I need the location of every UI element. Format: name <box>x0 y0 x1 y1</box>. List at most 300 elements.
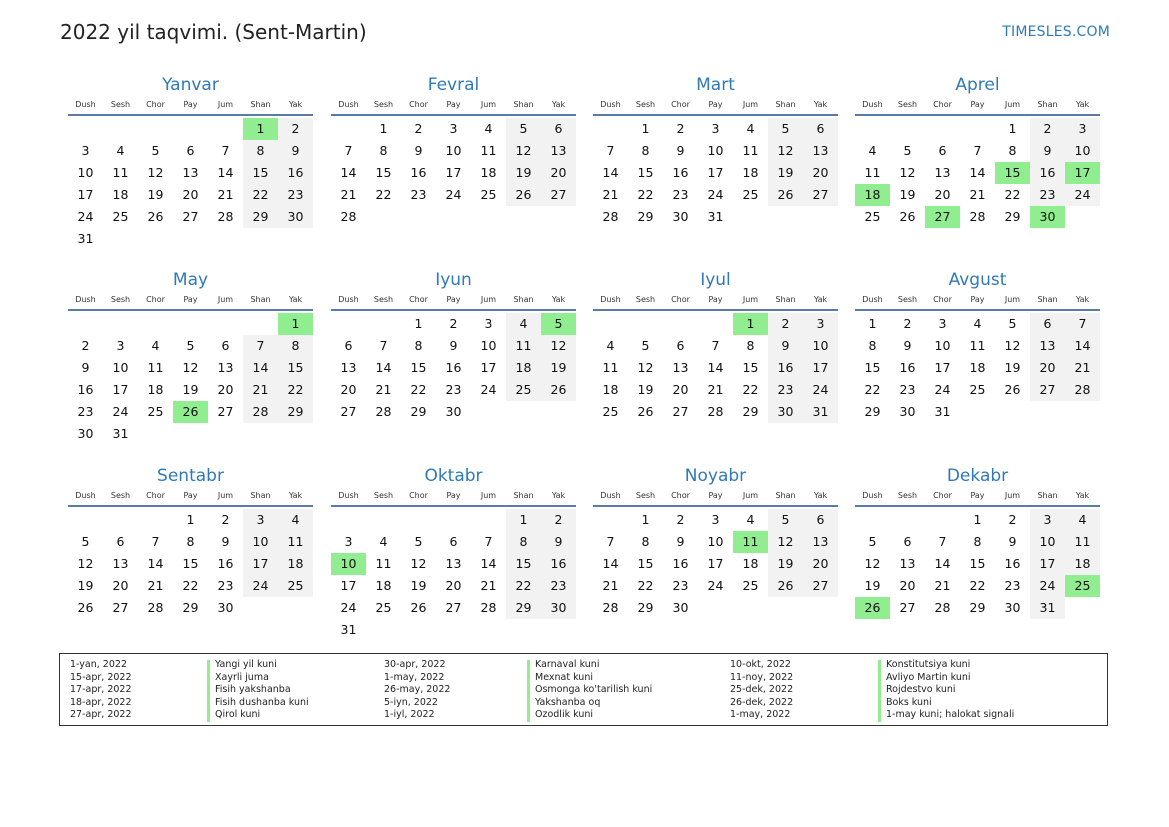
month-name: Mart <box>696 75 735 95</box>
day-cell: 2 <box>676 121 685 136</box>
day-cell: 15 <box>506 553 541 575</box>
day-cell: 16 <box>278 162 313 184</box>
day-cell: 9 <box>1030 140 1065 162</box>
weekday-label: Chor <box>146 491 165 500</box>
day-cell: 16 <box>899 360 916 375</box>
day-cell: 14 <box>147 556 164 571</box>
day-cell: 5 <box>151 143 160 158</box>
month-avgust <box>855 269 1100 423</box>
day-cell: 16 <box>1030 162 1065 184</box>
empty-cell <box>471 509 506 531</box>
day-grid <box>593 509 838 619</box>
holiday-day-cell: 1 <box>733 313 768 335</box>
weekday-header <box>593 293 838 311</box>
day-cell: 7 <box>606 534 615 549</box>
empty-cell <box>960 118 995 140</box>
legend-entry: Xayrli juma <box>215 671 269 683</box>
day-cell: 24 <box>707 578 724 593</box>
day-cell: 27 <box>112 600 129 615</box>
empty-cell <box>925 118 960 140</box>
day-cell: 12 <box>182 360 199 375</box>
day-cell: 10 <box>803 335 838 357</box>
day-cell: 12 <box>506 140 541 162</box>
legend-entry: 26-may, 2022 <box>384 684 451 695</box>
day-cell: 2 <box>541 509 576 531</box>
day-cell: 17 <box>445 165 462 180</box>
day-cell: 23 <box>278 184 313 206</box>
weekday-label: Pay <box>970 295 985 304</box>
empty-cell <box>243 313 278 335</box>
weekday-label: Jum <box>217 295 234 304</box>
day-cell: 26 <box>637 404 654 419</box>
day-cell: 10 <box>243 531 278 553</box>
month-iyul <box>593 269 838 423</box>
day-cell: 4 <box>868 143 877 158</box>
day-cell: 23 <box>672 578 689 593</box>
day-cell: 16 <box>541 553 576 575</box>
day-cell: 21 <box>480 578 497 593</box>
weekday-label: Pay <box>446 295 461 304</box>
weekday-label: Shan <box>250 100 271 109</box>
day-cell: 3 <box>711 121 720 136</box>
weekday-label: Shan <box>775 100 796 109</box>
weekday-header <box>855 293 1100 311</box>
weekday-label: Sesh <box>373 100 394 109</box>
weekday-label: Sesh <box>110 100 131 109</box>
day-cell: 17 <box>480 360 497 375</box>
day-cell: 31 <box>340 622 357 637</box>
day-cell: 13 <box>899 556 916 571</box>
day-cell: 2 <box>903 316 912 331</box>
brand-link[interactable]: TIMESLES.COM <box>1002 24 1110 40</box>
day-cell: 15 <box>410 360 427 375</box>
legend-entry: 1-may kuni; halokat signali <box>886 709 1015 720</box>
day-cell: 29 <box>182 600 199 615</box>
day-cell: 16 <box>77 382 94 397</box>
weekday-header <box>68 98 313 116</box>
weekday-label: Chor <box>409 295 428 304</box>
day-cell: 6 <box>116 534 125 549</box>
day-cell: 19 <box>506 162 541 184</box>
holiday-legend <box>59 653 1108 726</box>
day-cell: 21 <box>147 578 164 593</box>
day-cell: 17 <box>934 360 951 375</box>
month-name: Aprel <box>955 75 1000 95</box>
day-cell: 31 <box>77 231 94 246</box>
weekday-label: Pay <box>708 491 723 500</box>
day-cell: 15 <box>742 360 759 375</box>
day-cell: 3 <box>711 512 720 527</box>
holiday-day-cell: 26 <box>173 401 208 423</box>
day-cell: 12 <box>147 165 164 180</box>
weekday-label: Chor <box>671 295 690 304</box>
weekday-label: Dush <box>862 491 883 500</box>
day-cell: 24 <box>112 404 129 419</box>
month-name: Fevral <box>427 75 480 95</box>
day-cell: 13 <box>672 360 689 375</box>
day-cell: 2 <box>768 313 803 335</box>
day-cell: 6 <box>1030 313 1065 335</box>
day-cell: 16 <box>768 357 803 379</box>
weekday-label: Jum <box>480 100 497 109</box>
day-cell: 4 <box>973 316 982 331</box>
legend-names-1 <box>215 659 309 722</box>
weekday-label: Chor <box>671 100 690 109</box>
day-cell: 21 <box>375 382 392 397</box>
day-grid <box>593 118 838 228</box>
month-fevral <box>331 74 576 228</box>
weekday-label: Dush <box>862 295 883 304</box>
day-cell: 25 <box>506 379 541 401</box>
weekday-label: Dush <box>600 491 621 500</box>
day-cell: 18 <box>278 553 313 575</box>
day-cell: 19 <box>899 187 916 202</box>
weekday-header <box>68 293 313 311</box>
day-cell: 30 <box>672 600 689 615</box>
legend-entry: Fisih yakshanba <box>215 684 291 695</box>
day-cell: 21 <box>217 187 234 202</box>
day-cell: 20 <box>1030 357 1065 379</box>
legend-entry: Boks kuni <box>886 696 932 708</box>
day-cell: 12 <box>637 360 654 375</box>
day-cell: 25 <box>375 600 392 615</box>
weekday-label: Chor <box>409 491 428 500</box>
day-cell: 4 <box>746 121 755 136</box>
day-cell: 4 <box>151 338 160 353</box>
day-cell: 8 <box>414 338 423 353</box>
legend-entry: 11-noy, 2022 <box>730 671 794 683</box>
day-cell: 14 <box>602 165 619 180</box>
day-cell: 10 <box>707 534 724 549</box>
day-cell: 11 <box>969 338 986 353</box>
legend-entry: 1-yan, 2022 <box>70 659 127 670</box>
day-cell: 17 <box>707 165 724 180</box>
day-cell: 26 <box>410 600 427 615</box>
day-cell: 4 <box>484 121 493 136</box>
day-cell: 10 <box>480 338 497 353</box>
day-cell: 13 <box>803 531 838 553</box>
day-cell: 22 <box>182 578 199 593</box>
day-cell: 24 <box>1065 184 1100 206</box>
day-grid <box>855 313 1100 423</box>
month-aprel <box>855 74 1100 228</box>
day-cell: 15 <box>637 556 654 571</box>
holiday-day-cell: 26 <box>855 597 890 619</box>
holiday-day-cell: 25 <box>1065 575 1100 597</box>
empty-cell <box>593 313 628 335</box>
day-cell: 12 <box>899 165 916 180</box>
day-cell: 9 <box>278 140 313 162</box>
day-cell: 6 <box>541 118 576 140</box>
day-cell: 18 <box>147 382 164 397</box>
day-cell: 18 <box>969 360 986 375</box>
day-cell: 19 <box>182 382 199 397</box>
day-cell: 30 <box>217 600 234 615</box>
day-cell: 31 <box>112 426 129 441</box>
day-cell: 28 <box>375 404 392 419</box>
weekday-label: Dush <box>338 100 359 109</box>
day-cell: 21 <box>934 578 951 593</box>
day-cell: 22 <box>375 187 392 202</box>
day-cell: 10 <box>1065 140 1100 162</box>
day-cell: 7 <box>484 534 493 549</box>
empty-cell <box>138 313 173 335</box>
day-cell: 19 <box>864 578 881 593</box>
day-cell: 3 <box>344 534 353 549</box>
weekday-label: Dush <box>75 295 96 304</box>
month-oktabr <box>331 465 576 641</box>
day-cell: 19 <box>410 578 427 593</box>
day-cell: 26 <box>506 184 541 206</box>
weekday-label: Sesh <box>897 491 918 500</box>
weekday-label: Yak <box>288 100 303 109</box>
day-cell: 26 <box>147 209 164 224</box>
day-cell: 25 <box>147 404 164 419</box>
legend-dates-2 <box>384 659 450 722</box>
day-cell: 15 <box>637 165 654 180</box>
weekday-label: Shan <box>775 295 796 304</box>
legend-entry: 30-apr, 2022 <box>384 659 446 670</box>
legend-entry: Qirol kuni <box>215 709 261 720</box>
day-cell: 26 <box>1004 382 1021 397</box>
day-cell: 11 <box>864 165 881 180</box>
day-cell: 30 <box>768 401 803 423</box>
day-cell: 8 <box>506 531 541 553</box>
weekday-label: Sesh <box>897 295 918 304</box>
day-cell: 8 <box>973 534 982 549</box>
weekday-label: Shan <box>1037 295 1058 304</box>
day-cell: 29 <box>243 206 278 228</box>
day-cell: 28 <box>934 600 951 615</box>
empty-cell <box>331 509 366 531</box>
legend-entry: 1-may, 2022 <box>384 671 445 683</box>
weekday-label: Shan <box>1037 491 1058 500</box>
weekday-label: Sesh <box>897 100 918 109</box>
day-cell: 1 <box>973 512 982 527</box>
empty-cell <box>593 509 628 531</box>
empty-cell <box>663 313 698 335</box>
weekday-label: Sesh <box>635 295 656 304</box>
day-cell: 28 <box>340 209 357 224</box>
day-cell: 11 <box>278 531 313 553</box>
day-cell: 13 <box>803 140 838 162</box>
day-cell: 6 <box>938 143 947 158</box>
day-cell: 23 <box>541 575 576 597</box>
day-cell: 17 <box>340 578 357 593</box>
day-cell: 24 <box>480 382 497 397</box>
day-cell: 31 <box>1030 597 1065 619</box>
day-cell: 18 <box>742 556 759 571</box>
holiday-day-cell: 27 <box>925 206 960 228</box>
day-cell: 2 <box>221 512 230 527</box>
day-grid <box>331 118 576 228</box>
day-cell: 24 <box>707 187 724 202</box>
day-cell: 23 <box>1004 578 1021 593</box>
day-cell: 11 <box>480 143 497 158</box>
legend-entry: 15-apr, 2022 <box>70 671 132 683</box>
day-cell: 13 <box>445 556 462 571</box>
day-cell: 24 <box>340 600 357 615</box>
month-name: May <box>172 270 209 290</box>
day-cell: 30 <box>541 597 576 619</box>
legend-names-3 <box>886 659 1014 722</box>
weekday-label: Dush <box>600 295 621 304</box>
day-cell: 14 <box>243 357 278 379</box>
day-cell: 18 <box>742 165 759 180</box>
legend-entry: Fisih dushanba kuni <box>215 696 309 708</box>
day-cell: 11 <box>147 360 164 375</box>
day-grid <box>855 509 1100 619</box>
month-name: Iyul <box>700 270 731 290</box>
weekday-label: Yak <box>551 100 566 109</box>
weekday-label: Yak <box>813 295 828 304</box>
weekday-label: Yak <box>288 295 303 304</box>
weekday-label: Dush <box>338 491 359 500</box>
month-mart <box>593 74 838 228</box>
weekday-label: Yak <box>1075 295 1090 304</box>
holiday-day-cell: 1 <box>243 118 278 140</box>
day-cell: 14 <box>480 556 497 571</box>
day-cell: 5 <box>81 534 90 549</box>
day-cell: 25 <box>602 404 619 419</box>
day-cell: 9 <box>449 338 458 353</box>
empty-cell <box>331 118 366 140</box>
day-cell: 21 <box>243 379 278 401</box>
month-name: Oktabr <box>424 466 483 486</box>
day-cell: 22 <box>637 187 654 202</box>
day-cell: 19 <box>768 553 803 575</box>
weekday-label: Chor <box>933 491 952 500</box>
day-cell: 16 <box>672 556 689 571</box>
day-cell: 25 <box>480 187 497 202</box>
empty-cell <box>890 118 925 140</box>
day-cell: 23 <box>445 382 462 397</box>
day-cell: 13 <box>934 165 951 180</box>
day-cell: 20 <box>541 162 576 184</box>
day-cell: 31 <box>934 404 951 419</box>
day-cell: 5 <box>768 509 803 531</box>
day-cell: 1 <box>641 512 650 527</box>
weekday-label: Dush <box>862 100 883 109</box>
weekday-label: Shan <box>775 491 796 500</box>
day-cell: 15 <box>182 556 199 571</box>
weekday-label: Jum <box>742 100 759 109</box>
legend-entry: 26-dek, 2022 <box>730 696 794 708</box>
legend-bar <box>207 660 210 722</box>
day-cell: 24 <box>77 209 94 224</box>
day-cell: 11 <box>375 556 392 571</box>
day-cell: 30 <box>278 206 313 228</box>
day-cell: 18 <box>480 165 497 180</box>
day-cell: 7 <box>221 143 230 158</box>
day-cell: 8 <box>278 335 313 357</box>
day-cell: 27 <box>803 184 838 206</box>
weekday-label: Yak <box>551 295 566 304</box>
day-cell: 8 <box>746 338 755 353</box>
day-cell: 7 <box>151 534 160 549</box>
day-cell: 25 <box>969 382 986 397</box>
empty-cell <box>366 509 401 531</box>
weekday-label: Shan <box>250 295 271 304</box>
day-cell: 2 <box>278 118 313 140</box>
day-cell: 3 <box>938 316 947 331</box>
day-cell: 23 <box>217 578 234 593</box>
month-yanvar <box>68 74 313 250</box>
day-cell: 6 <box>344 338 353 353</box>
weekday-label: Shan <box>1037 100 1058 109</box>
legend-entry: Karnaval kuni <box>535 659 600 670</box>
day-cell: 25 <box>278 575 313 597</box>
day-cell: 5 <box>186 338 195 353</box>
day-cell: 2 <box>81 338 90 353</box>
weekday-label: Yak <box>813 100 828 109</box>
weekday-label: Yak <box>813 491 828 500</box>
day-cell: 6 <box>449 534 458 549</box>
day-cell: 21 <box>707 382 724 397</box>
legend-entry: 25-dek, 2022 <box>730 684 794 695</box>
weekday-label: Sesh <box>373 491 394 500</box>
day-cell: 10 <box>1030 531 1065 553</box>
month-name: Dekabr <box>946 466 1009 486</box>
day-cell: 14 <box>340 165 357 180</box>
holiday-day-cell: 18 <box>855 184 890 206</box>
day-cell: 14 <box>217 165 234 180</box>
day-cell: 17 <box>243 553 278 575</box>
month-may <box>68 269 313 445</box>
day-cell: 1 <box>186 512 195 527</box>
day-cell: 14 <box>934 556 951 571</box>
empty-cell <box>173 313 208 335</box>
day-cell: 11 <box>1065 531 1100 553</box>
weekday-label: Yak <box>288 491 303 500</box>
day-cell: 7 <box>606 143 615 158</box>
day-cell: 19 <box>77 578 94 593</box>
day-cell: 16 <box>217 556 234 571</box>
day-cell: 27 <box>445 600 462 615</box>
weekday-label: Shan <box>513 491 534 500</box>
empty-cell <box>68 313 103 335</box>
weekday-label: Pay <box>446 100 461 109</box>
weekday-header <box>855 489 1100 507</box>
weekday-label: Chor <box>933 295 952 304</box>
day-cell: 28 <box>1065 379 1100 401</box>
day-cell: 4 <box>379 534 388 549</box>
day-cell: 4 <box>1065 509 1100 531</box>
weekday-label: Pay <box>446 491 461 500</box>
legend-entry: Ozodlik kuni <box>535 709 593 720</box>
day-cell: 13 <box>112 556 129 571</box>
weekday-label: Jum <box>1004 100 1021 109</box>
day-cell: 13 <box>182 165 199 180</box>
day-cell: 15 <box>864 360 881 375</box>
day-cell: 7 <box>973 143 982 158</box>
day-cell: 23 <box>1030 184 1065 206</box>
day-cell: 25 <box>742 578 759 593</box>
month-name: Iyun <box>435 270 472 290</box>
day-cell: 3 <box>803 313 838 335</box>
weekday-label: Dush <box>75 100 96 109</box>
day-grid <box>68 509 313 619</box>
day-cell: 26 <box>768 575 803 597</box>
weekday-label: Sesh <box>635 100 656 109</box>
day-cell: 27 <box>340 404 357 419</box>
weekday-label: Dush <box>75 491 96 500</box>
legend-entry: Rojdestvo kuni <box>886 684 956 695</box>
day-cell: 16 <box>672 165 689 180</box>
day-cell: 20 <box>112 578 129 593</box>
month-noyabr <box>593 465 838 619</box>
weekday-header <box>331 98 576 116</box>
